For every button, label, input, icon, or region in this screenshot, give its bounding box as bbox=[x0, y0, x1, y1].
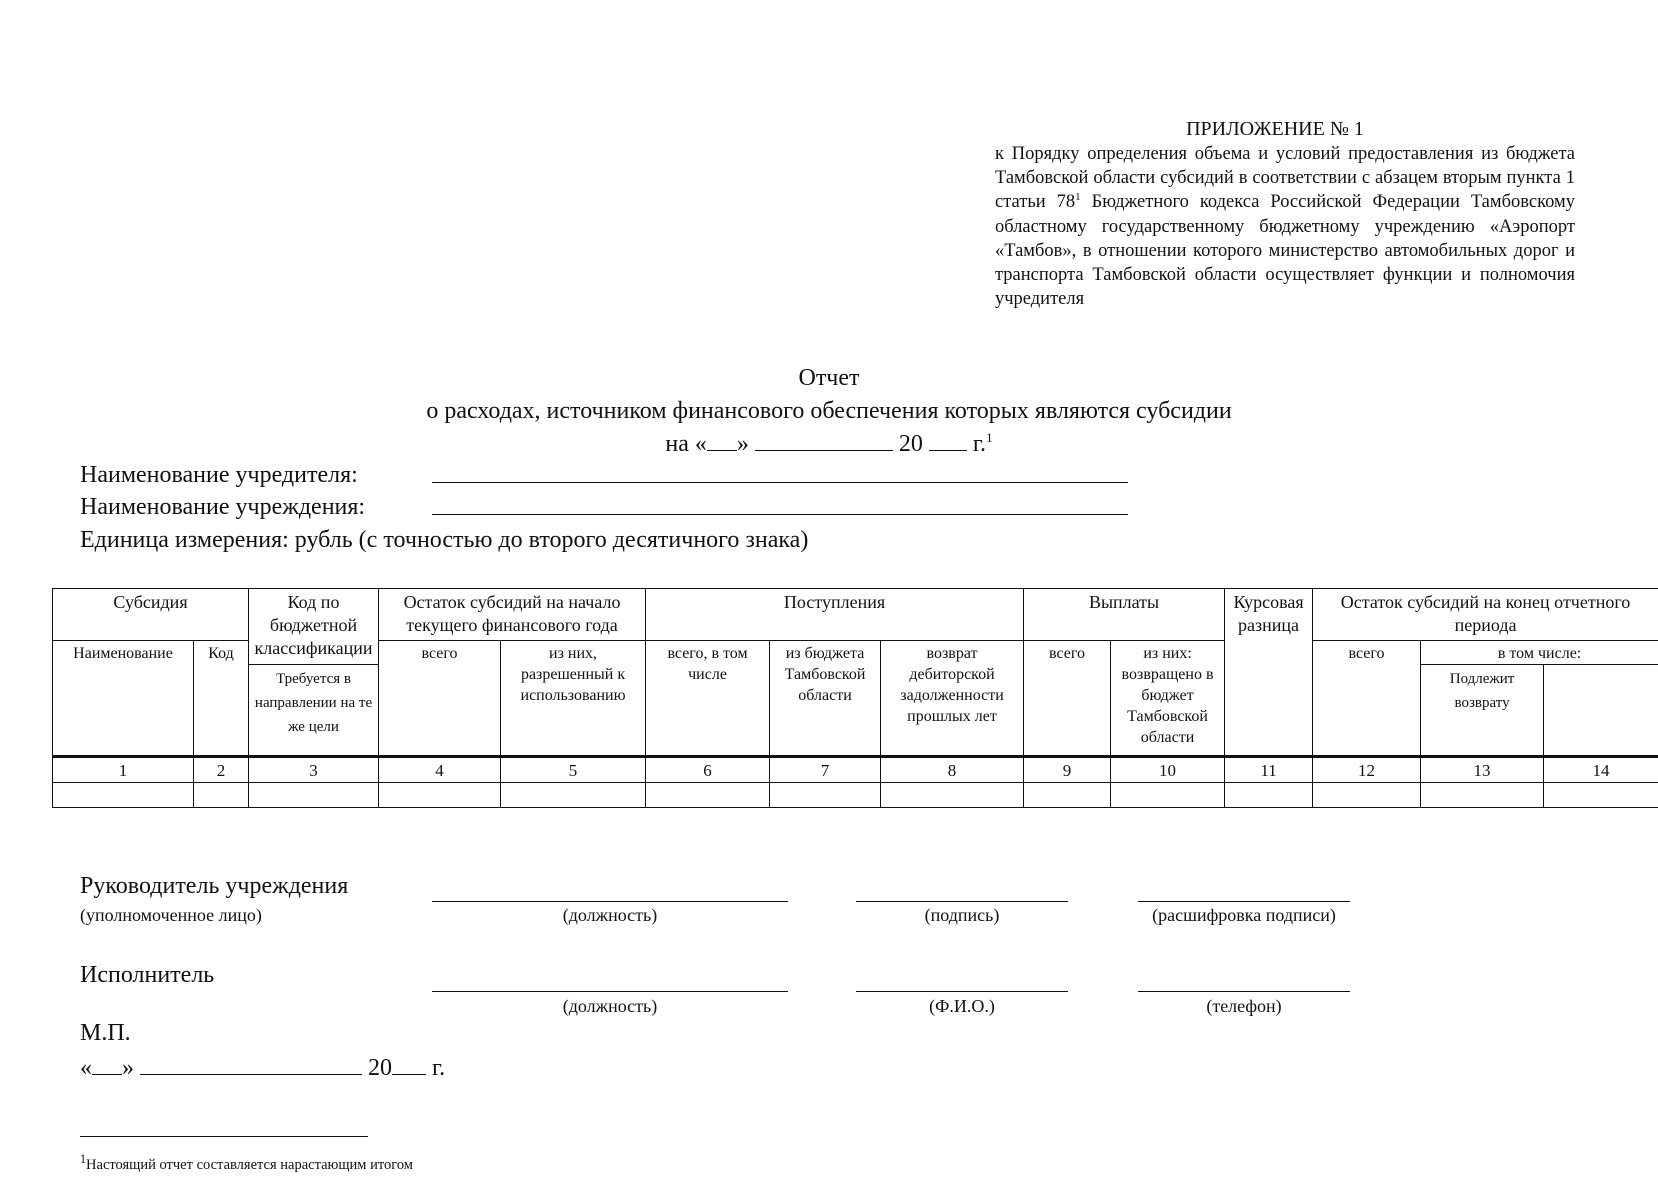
column-number: 10 bbox=[1111, 757, 1225, 783]
appendix-footnote-mark: 1 bbox=[1075, 191, 1081, 204]
table-cell[interactable] bbox=[249, 783, 379, 808]
head-label: Руководитель учреждения bbox=[80, 873, 349, 899]
header-returned: из них: возвращено в бюджет Тамбовской области bbox=[1111, 641, 1225, 757]
table-cell[interactable] bbox=[194, 783, 249, 808]
header-exchange-difference: Курсовая разница bbox=[1225, 589, 1313, 757]
table-cell[interactable] bbox=[1544, 783, 1658, 808]
report-table bbox=[52, 588, 1658, 808]
executor-position-line bbox=[432, 991, 788, 992]
footnote: $^1$Настоящий отчет составляется нарастающим итогом bbox=[80, 1152, 413, 1173]
header-return-debt: возврат дебиторской задолженности прошлых лет bbox=[881, 641, 1024, 757]
founder-label: Наименование учредителя: bbox=[80, 462, 358, 488]
table-cell[interactable] bbox=[1421, 783, 1544, 808]
table-cell[interactable] bbox=[770, 783, 881, 808]
institution-label: Наименование учреждения: bbox=[80, 494, 366, 520]
report-title: Отчет bbox=[798, 365, 860, 391]
executor-fio-line bbox=[856, 991, 1068, 992]
head-position-caption: (должность) bbox=[562, 905, 658, 925]
signature-date: « » 20 г. bbox=[80, 1055, 446, 1081]
day-blank bbox=[92, 1054, 122, 1075]
column-number: 3 bbox=[249, 757, 379, 783]
column-number: 9 bbox=[1024, 757, 1111, 783]
column-number: 13 bbox=[1421, 757, 1544, 783]
executor-label: Исполнитель bbox=[80, 962, 215, 988]
table-cell[interactable] bbox=[1024, 783, 1111, 808]
header-total-payments: всего bbox=[1024, 641, 1111, 757]
head-sublabel: (уполномоченное лицо) bbox=[80, 905, 262, 925]
executor-position-caption: (должность) bbox=[562, 996, 658, 1016]
header-from-budget: из бюджета Тамбовской области bbox=[770, 641, 881, 757]
header-payments: Выплаты bbox=[1024, 589, 1225, 641]
table-cell[interactable] bbox=[1225, 783, 1313, 808]
executor-phone-caption: (телефон) bbox=[1206, 996, 1282, 1016]
column-number: 4 bbox=[379, 757, 501, 783]
table-cell[interactable] bbox=[379, 783, 501, 808]
appendix-text: к Порядку определения объема и условий предоставления из бюджета Тамбовской области субсидий в соответствии с абзацем вторым пункта 1 статьи $78^1$ Бюджетного кодекса Российской Федерации Тамбовскому областному государственному бюджетному учреждению «Аэропорт «Тамбов», в отношении которого министерство автомобильных дорог и транспорта Тамбовской области осуществляет функции и полномочия учредителя bbox=[995, 144, 1575, 310]
header-receipts: Поступления bbox=[646, 589, 1024, 641]
head-position-line bbox=[432, 901, 788, 902]
column-numbers-row bbox=[53, 757, 1658, 783]
table-cell[interactable] bbox=[1111, 783, 1225, 808]
table-cell[interactable] bbox=[1313, 783, 1421, 808]
header-total-incl: всего, в том числе bbox=[646, 641, 770, 757]
header-including: в том числе: bbox=[1421, 641, 1658, 665]
column-number: 11 bbox=[1225, 757, 1313, 783]
footnote-separator bbox=[80, 1136, 368, 1137]
header-code: Код bbox=[194, 641, 249, 757]
executor-phone-line bbox=[1138, 991, 1350, 992]
appendix-title: ПРИЛОЖЕНИЕ № 1 bbox=[1186, 118, 1364, 140]
header-to-return: Подлежит возврату bbox=[1421, 665, 1544, 757]
month-blank bbox=[140, 1054, 362, 1075]
column-number: 6 bbox=[646, 757, 770, 783]
header-code-budget: Код по бюджетной классификации bbox=[249, 589, 379, 665]
executor-fio-caption: (Ф.И.О.) bbox=[929, 996, 995, 1016]
month-blank bbox=[755, 430, 893, 451]
founder-line bbox=[432, 482, 1128, 483]
column-number: 2 bbox=[194, 757, 249, 783]
year-blank bbox=[392, 1054, 426, 1075]
header-total-start: всего bbox=[379, 641, 501, 757]
table-row bbox=[53, 783, 1658, 808]
report-subtitle: о расходах, источником финансового обеспечения которых являются субсидии bbox=[426, 398, 1232, 424]
head-signature-line bbox=[856, 901, 1068, 902]
table-cell[interactable] bbox=[646, 783, 770, 808]
header-allowed: из них, разрешенный к использованию bbox=[501, 641, 646, 757]
table-cell[interactable] bbox=[53, 783, 194, 808]
header-balance-end: Остаток субсидий на конец отчетного периода bbox=[1313, 589, 1658, 641]
column-number: 7 bbox=[770, 757, 881, 783]
column-number: 8 bbox=[881, 757, 1024, 783]
header-total-end: всего bbox=[1313, 641, 1421, 757]
column-number: 5 bbox=[501, 757, 646, 783]
header-subsidy: Субсидия bbox=[53, 589, 249, 641]
header-name: Наименование bbox=[53, 641, 194, 757]
header-required-same-purpose: Требуется в направлении на те же цели bbox=[249, 665, 379, 757]
head-decode-line bbox=[1138, 901, 1350, 902]
institution-line bbox=[432, 514, 1128, 515]
day-blank bbox=[707, 430, 737, 451]
column-number: 12 bbox=[1313, 757, 1421, 783]
header-balance-start: Остаток субсидий на начало текущего финансового года bbox=[379, 589, 646, 641]
head-signature-caption: (подпись) bbox=[924, 905, 1000, 925]
head-decode-caption: (расшифровка подписи) bbox=[1152, 905, 1336, 925]
year-blank bbox=[929, 430, 967, 451]
column-number: 1 bbox=[53, 757, 194, 783]
unit-label: Единица измерения: рубль (с точностью до второго десятичного знака) bbox=[80, 527, 809, 553]
table-cell[interactable] bbox=[881, 783, 1024, 808]
column-number: 14 bbox=[1544, 757, 1658, 783]
stamp-label: М.П. bbox=[80, 1020, 131, 1046]
table-cell[interactable] bbox=[501, 783, 646, 808]
report-date: на « » 20 г.$^1$ bbox=[665, 430, 993, 457]
